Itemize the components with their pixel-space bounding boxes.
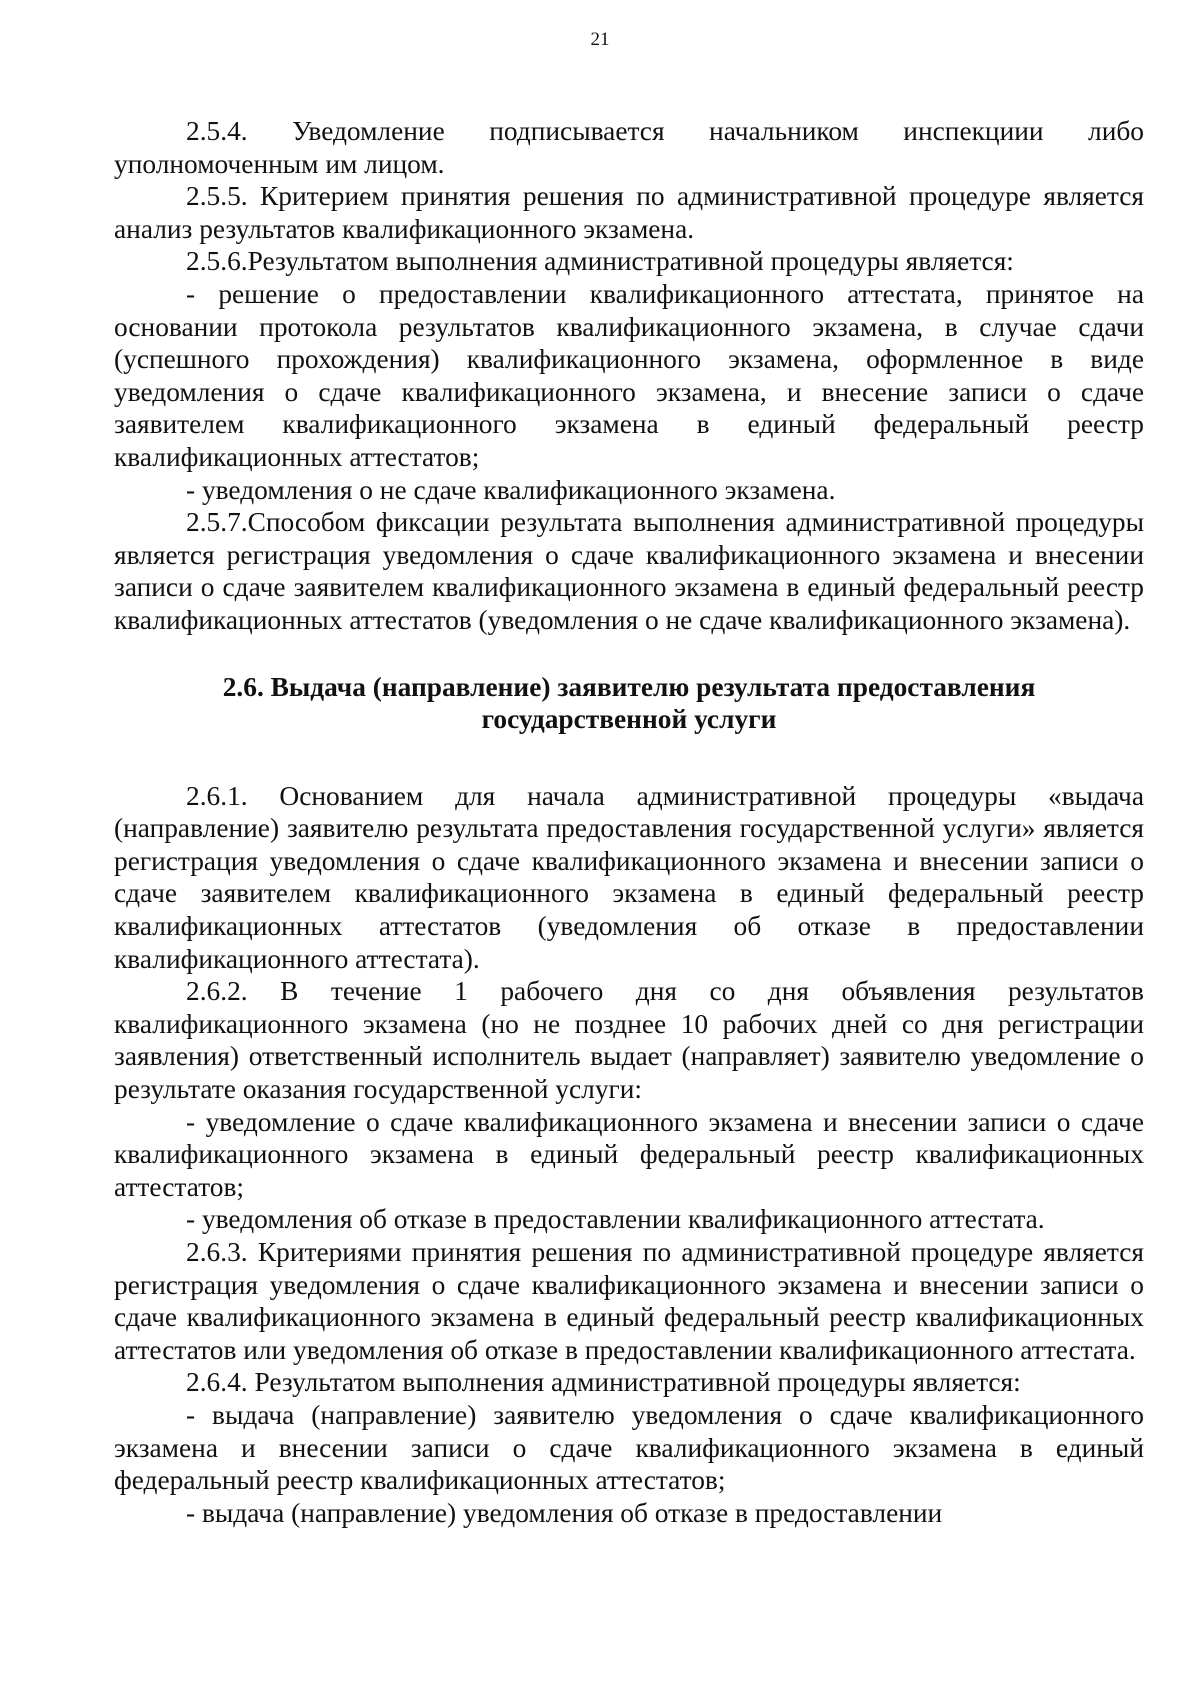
paragraph-2-6-1: 2.6.1. Основанием для начала административной процедуры «выдача (направление) заявителю результата предоставления государственной услуги» является регистрация уведомления о сдаче квалификационного экзамена и внесении записи о сдаче заявителем квалификационного экзамена в единый федеральный реестр квалификационных аттестатов (уведомления об отказе в предоставлении квалификационного аттестата). <box>114 780 1144 974</box>
spacer <box>114 637 1144 671</box>
paragraph-2-6-3: 2.6.3. Критериями принятия решения по административной процедуре является регистрация уведомления о сдаче квалификационного экзамена и внесении записи о сдаче квалификационного экзамена в единый федеральный реестр квалификационных аттестатов или уведомления об отказе в предоставлении квалификационного аттестата. <box>114 1237 1144 1365</box>
document-body <box>114 115 1144 1529</box>
list-item-not-passed: - уведомления о не сдаче квалификационного экзамена. <box>186 474 836 505</box>
list-item-notice-passed: - уведомление о сдаче квалификационного экзамена и внесении записи о сдаче квалификационного экзамена в единый федеральный реестр квалификационных аттестатов; <box>114 1106 1144 1202</box>
paragraph-2-5-7: 2.5.7.Способом фиксации результата выполнения административной процедуры является регистрация уведомления о сдаче квалификационного экзамена и внесении записи о сдаче заявителем квалификационного экзамена в единый федеральный реестр квалификационных аттестатов (уведомления о не сдаче квалификационного экзамена). <box>114 507 1144 635</box>
paragraph-2-5-6: 2.5.6.Результатом выполнения административной процедуры является: <box>186 246 1014 277</box>
list-item-decision: - решение о предоставлении квалификационного аттестата, принятое на основании протокола результатов квалификационного экзамена, в случае сдачи (успешного прохождения) квалификационного экзамена, оформленное в виде уведомления о сдаче квалификационного экзамена, и внесение записи о сдаче заявителем квалификационного экзамена в единый федеральный реестр квалификационных аттестатов; <box>114 278 1144 472</box>
paragraph-2-5-5: 2.5.5. Критерием принятия решения по административной процедуре является анализ результатов квалификационного экзамена. <box>114 181 1144 244</box>
paragraph-2-5-4: 2.5.4. Уведомление подписывается начальником инспекциии либо уполномоченным им лицом. <box>114 116 1144 179</box>
page-number: 21 <box>590 29 610 50</box>
list-item-notice-refusal: - уведомления об отказе в предоставлении квалификационного аттестата. <box>186 1204 1045 1235</box>
section-heading-line-2: государственной услуги <box>481 704 777 735</box>
list-item-issue-refusal: - выдача (направление) уведомления об отказе в предоставлении <box>186 1497 943 1528</box>
list-item-issue-notice: - выдача (направление) заявителю уведомления о сдаче квалификационного экзамена и внесении записи о сдаче квалификационного экзамена в единый федеральный реестр квалификационных аттестатов; <box>114 1399 1144 1496</box>
paragraph-2-6-2: 2.6.2. В течение 1 рабочего дня со дня объявления результатов квалификационного экзамена (но не позднее 10 рабочих дней со дня регистрации заявления) ответственный исполнитель выдает (направляет) заявителю уведомление о результате оказания государственной услуги: <box>114 976 1144 1105</box>
section-heading-line-1: 2.6. Выдача (направление) заявителю результата предоставления <box>222 671 1036 702</box>
paragraph-2-6-4: 2.6.4. Результатом выполнения административной процедуры является: <box>186 1367 1021 1398</box>
spacer <box>114 736 1144 780</box>
